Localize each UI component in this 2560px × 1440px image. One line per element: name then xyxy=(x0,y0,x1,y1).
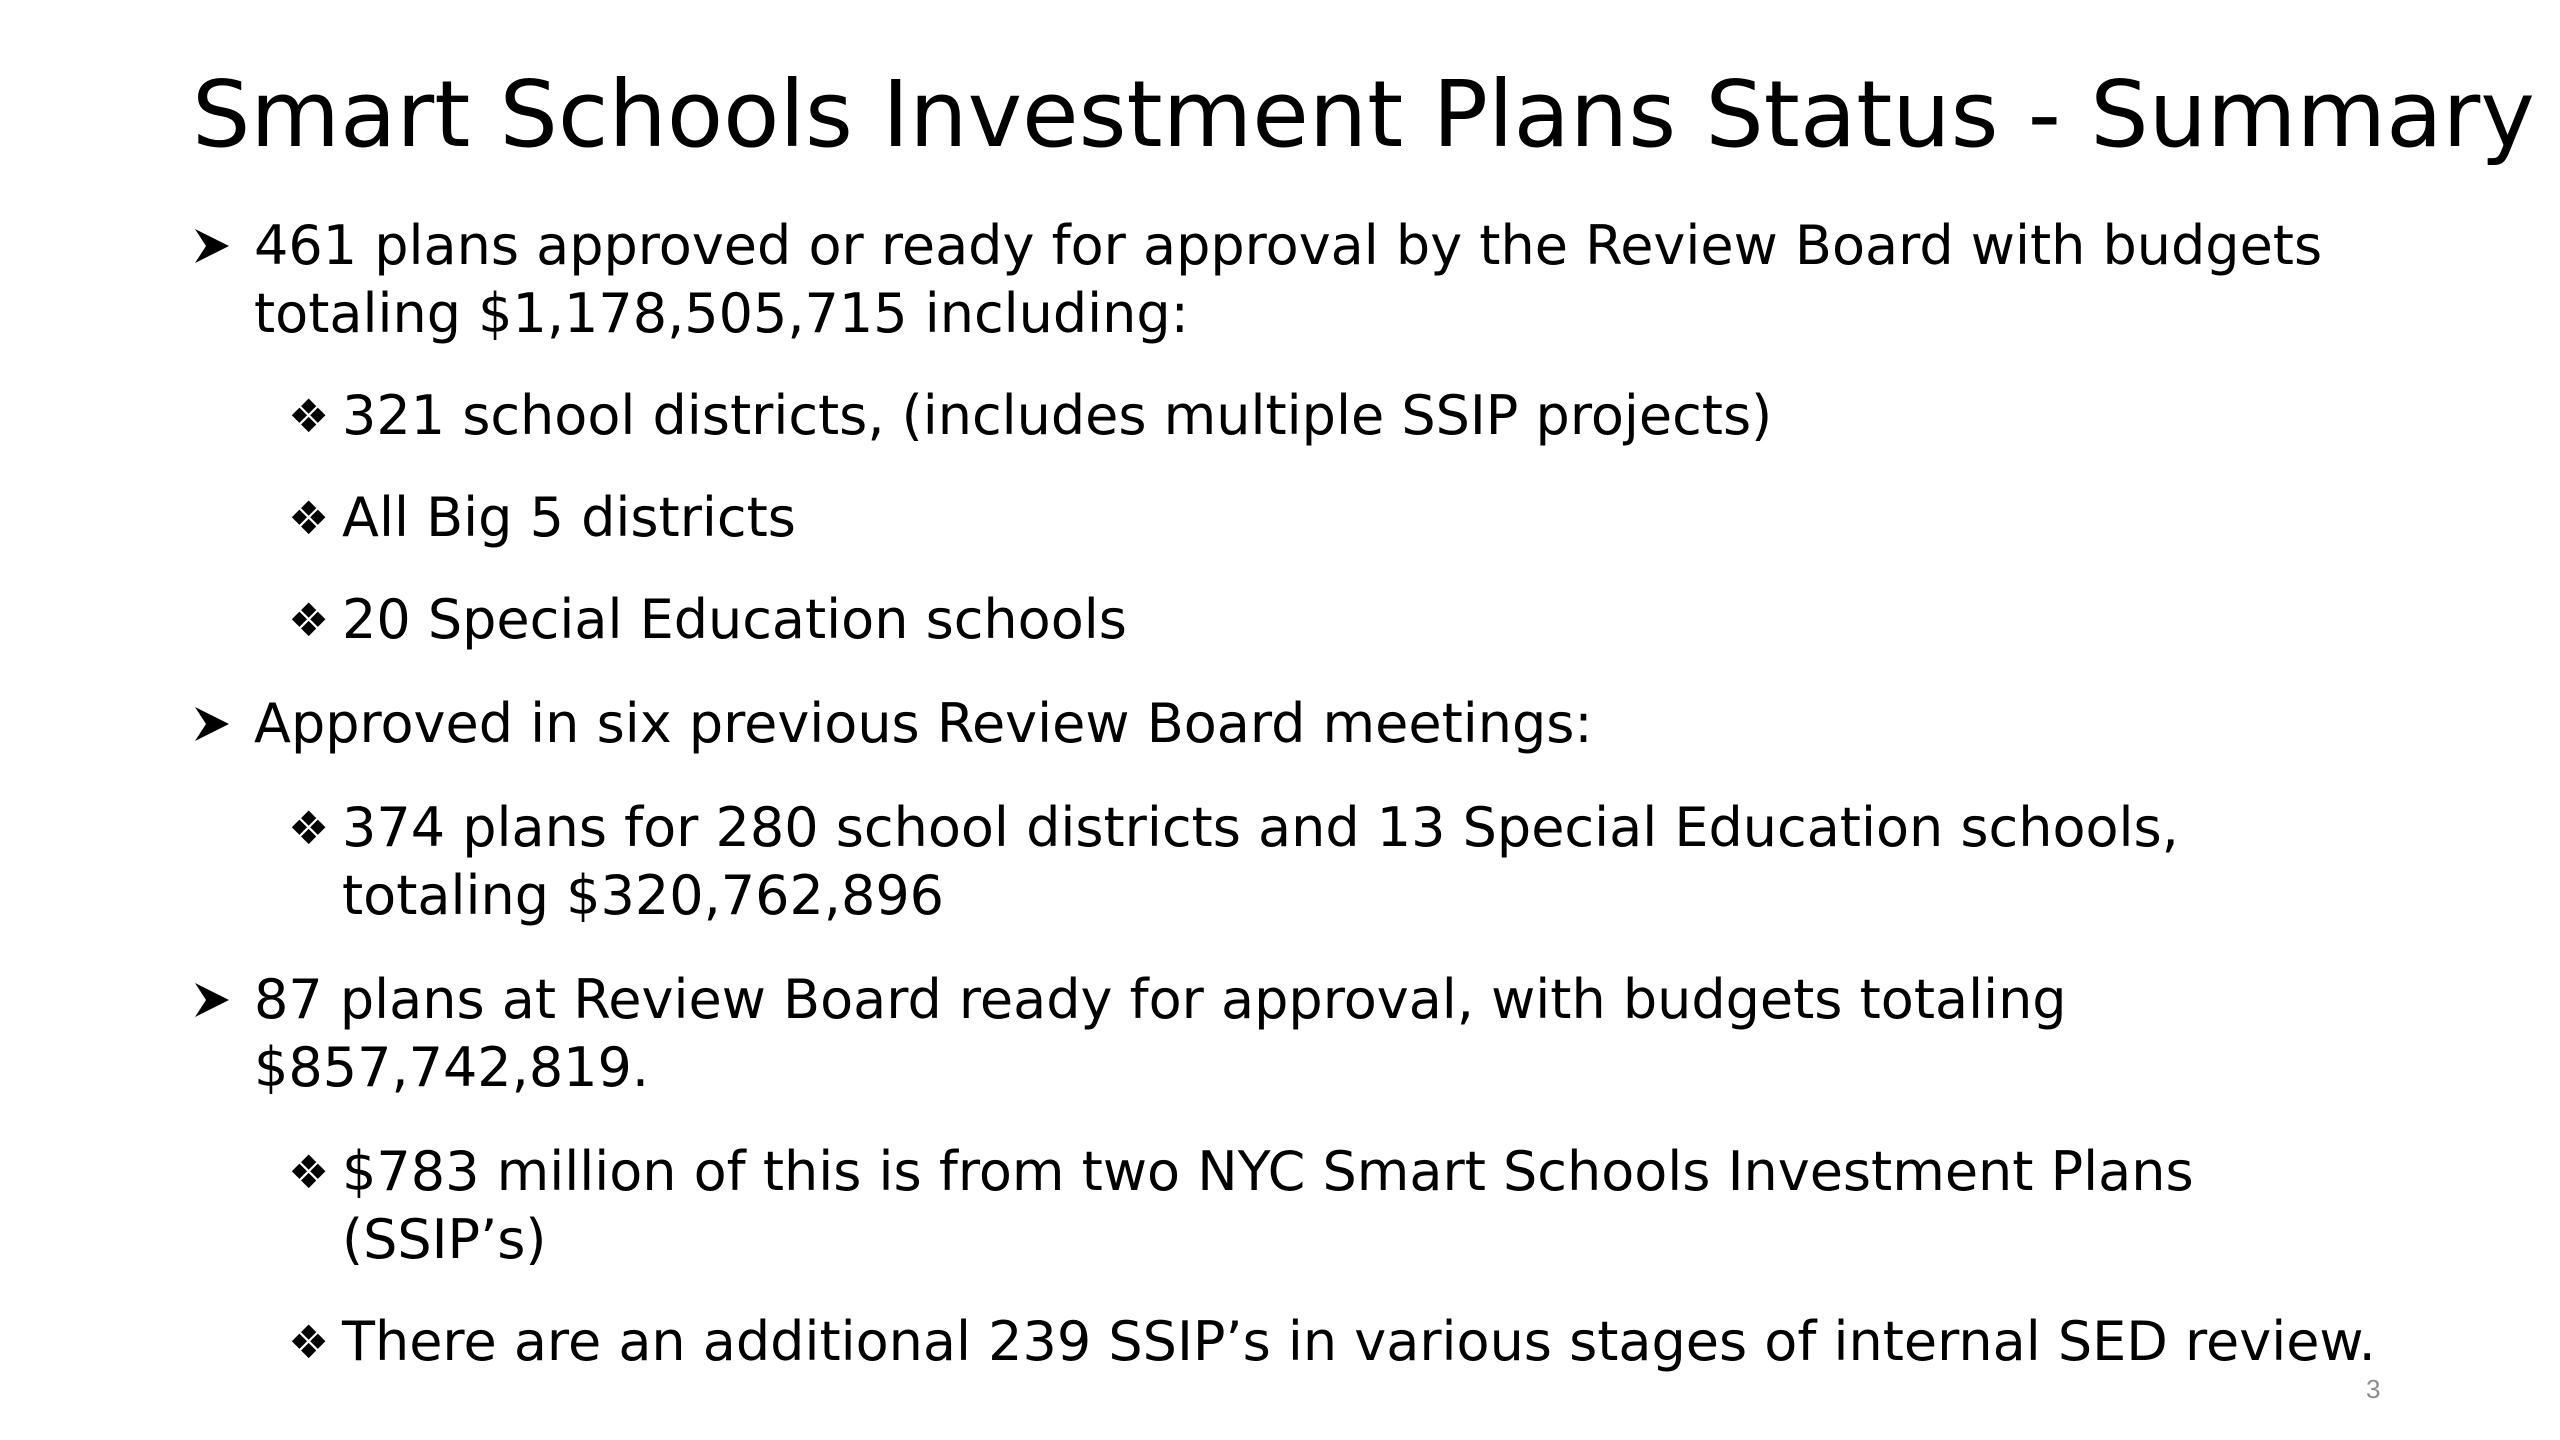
bullet-item xyxy=(192,690,2392,758)
four-diamond-bullet-icon: ❖ xyxy=(288,593,330,647)
page-number: 3 xyxy=(2366,1374,2381,1404)
sub-bullet-item xyxy=(192,794,2392,930)
four-diamond-bullet-icon: ❖ xyxy=(288,491,330,545)
four-diamond-bullet-icon: ❖ xyxy=(288,801,330,855)
bullet-item xyxy=(192,966,2392,1102)
bullet-list xyxy=(192,212,2392,1376)
arrowhead-bullet-icon xyxy=(192,966,236,1034)
bullet-text: 87 plans at Review Board ready for approval, with budgets totaling $857,742,819. xyxy=(254,968,2067,1099)
sub-bullet-item xyxy=(192,1138,2392,1274)
four-diamond-bullet-icon: ❖ xyxy=(288,389,330,443)
sub-bullet-item xyxy=(192,382,2392,450)
sub-bullet-text: There are an additional 239 SSIP’s in various stages of internal SED review. xyxy=(342,1310,2376,1373)
sub-bullet-item xyxy=(192,586,2392,654)
sub-bullet-text: 20 Special Education schools xyxy=(342,588,1127,651)
sub-bullet-item xyxy=(192,484,2392,552)
sub-bullet-text: $783 million of this is from two NYC Smart Schools Investment Plans (SSIP’s) xyxy=(342,1140,2194,1271)
bullet-text: Approved in six previous Review Board meetings: xyxy=(254,692,1593,755)
arrowhead-bullet-icon xyxy=(192,690,236,758)
sub-bullet-text: 321 school districts, (includes multiple SSIP projects) xyxy=(342,384,1773,447)
arrowhead-bullet-icon xyxy=(192,212,236,280)
four-diamond-bullet-icon: ❖ xyxy=(288,1315,330,1369)
bullet-text: 461 plans approved or ready for approval by the Review Board with budgets totaling $1,178,505,715 including: xyxy=(254,214,2323,345)
sub-bullet-text: 374 plans for 280 school districts and 13 Special Education schools, totaling $320,762,896 xyxy=(342,796,2179,927)
bullet-item xyxy=(192,212,2392,348)
four-diamond-bullet-icon: ❖ xyxy=(288,1145,330,1199)
sub-bullet-text: All Big 5 districts xyxy=(342,486,796,549)
slide-title: Smart Schools Investment Plans Status - Summary xyxy=(192,61,2535,168)
sub-bullet-item xyxy=(192,1308,2392,1376)
